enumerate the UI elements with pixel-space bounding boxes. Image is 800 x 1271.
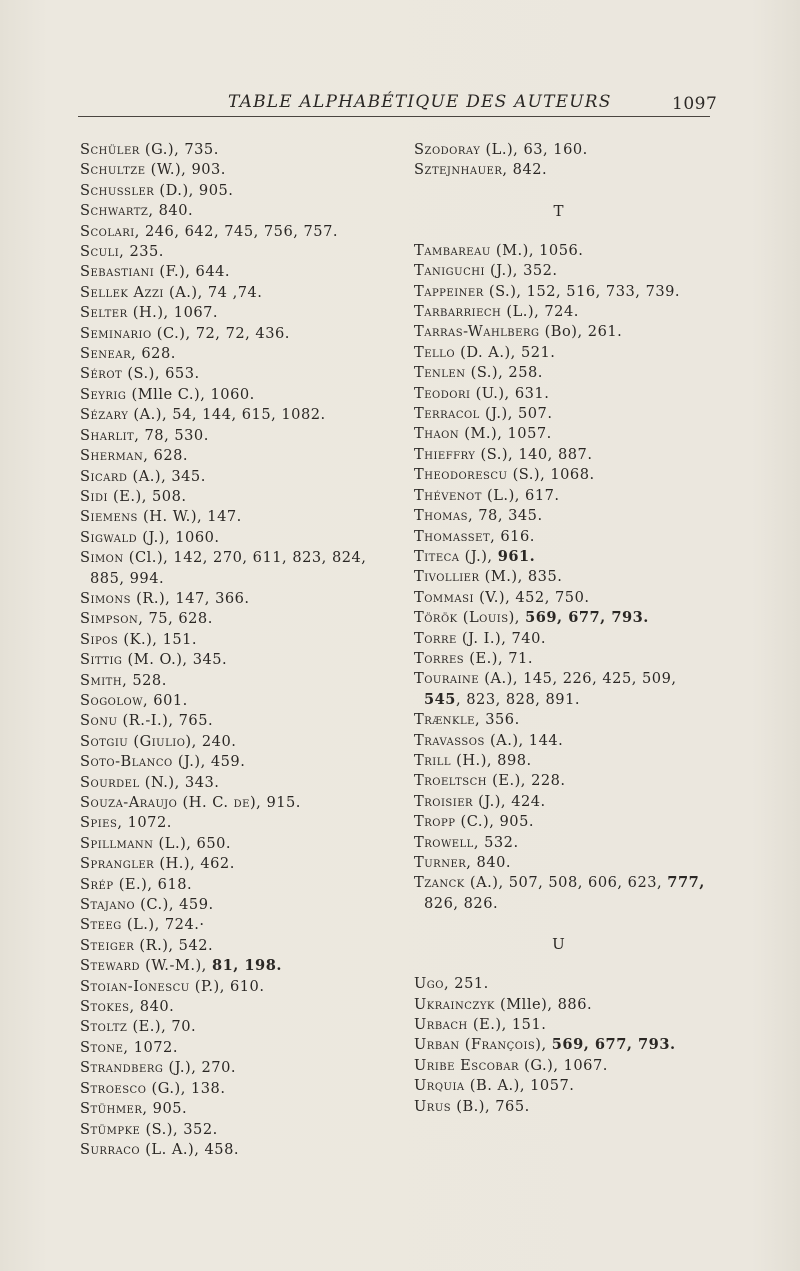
entry-pages: (J.), 507. — [479, 405, 553, 423]
entry-pages: (R.), 542. — [134, 936, 214, 954]
author-name: Souza-Araujo — [80, 794, 178, 811]
entry-pages-bold: 81, 198. — [211, 957, 282, 975]
entry-pages: (A.), 54, 144, 615, 1082. — [128, 406, 326, 424]
entry-pages: 826, 826. — [424, 894, 499, 912]
index-entry — [80, 773, 380, 793]
entry-pages: , 840. — [129, 998, 175, 1016]
entry-pages: , 616. — [490, 527, 535, 545]
index-entry — [80, 242, 380, 262]
author-name: Trænkle — [414, 711, 475, 729]
author-name: Sherman — [80, 447, 144, 465]
author-name: Thomasset — [414, 527, 491, 545]
index-entry — [80, 344, 380, 364]
entry-pages: (H.), 898. — [451, 751, 532, 769]
entry-pages: , 78, 530. — [134, 426, 209, 444]
author-name: Schultze — [80, 161, 146, 179]
entry-pages: (B. A.), 1057. — [464, 1077, 575, 1095]
author-name: Sipos — [80, 630, 119, 648]
index-entry — [80, 691, 380, 711]
author-name: Sprangler — [80, 855, 155, 873]
author-name: Sonu — [80, 712, 118, 730]
author-name: Thieffry — [414, 445, 476, 463]
index-entry — [414, 833, 724, 853]
author-name: Stroesco — [80, 1079, 147, 1097]
index-entry — [414, 588, 724, 608]
entry-pages-bold: 569, 677, 793. — [551, 1036, 676, 1054]
index-entry — [80, 671, 380, 691]
entry-pages: (E.), 618. — [113, 875, 193, 893]
author-name: Teodori — [414, 384, 471, 402]
author-name: Troisier — [414, 792, 474, 810]
entry-pages: (A.), 507, 508, 606, 623, — [464, 874, 668, 892]
author-name: Thévenot — [414, 486, 482, 504]
entry-pages: (Mlle), 886. — [494, 995, 593, 1013]
author-name: Sztejnhauer — [414, 161, 503, 179]
entry-pages: (J.), 270. — [163, 1059, 237, 1077]
index-entry — [80, 752, 380, 772]
index-entry — [80, 1120, 380, 1140]
author-name: Torre — [414, 629, 457, 647]
author-name: Sharlit — [80, 426, 135, 444]
entry-pages-bold: 777, — [667, 874, 705, 892]
entry-pages: (A.), 144. — [484, 731, 564, 749]
author-name: Stajano — [80, 896, 136, 914]
entry-pages: , 251. — [444, 975, 489, 993]
entry-pages: , 905. — [142, 1100, 188, 1118]
entry-pages: (R.), 147, 366. — [131, 589, 250, 607]
author-name: Smith — [80, 671, 123, 689]
entry-pages: (W.), 903. — [145, 161, 226, 179]
entry-pages: (U.), 631. — [470, 384, 550, 402]
entry-pages: , 356. — [474, 711, 520, 729]
index-entry — [80, 1079, 380, 1099]
index-entry — [414, 853, 724, 873]
author-name: Stümpke — [80, 1120, 141, 1138]
index-entry — [414, 608, 724, 628]
author-name: Stone — [80, 1038, 124, 1056]
author-name: Tarras-Wahlberg — [414, 323, 540, 341]
entry-pages: (E.), 151. — [467, 1016, 547, 1034]
author-name: Terracol — [414, 405, 480, 423]
index-entry — [80, 793, 380, 813]
entry-pages: (G.), 735. — [139, 141, 219, 158]
index-entry — [414, 1097, 724, 1117]
index-entry — [414, 731, 724, 751]
index-entry — [80, 324, 380, 344]
entry-pages: , 528. — [122, 671, 167, 689]
index-entry — [80, 140, 380, 160]
author-name: Trill — [414, 751, 451, 769]
index-entry — [80, 834, 380, 854]
index-entry — [414, 343, 724, 363]
author-name: Tenlen — [414, 364, 466, 382]
author-name: Tello — [414, 343, 456, 361]
author-name: Sittig — [80, 651, 123, 669]
index-entry — [414, 629, 724, 649]
index-entry — [80, 262, 380, 282]
entry-pages: (V.), 452, 750. — [473, 588, 590, 606]
index-entry — [414, 486, 724, 506]
entry-pages: , 840. — [466, 854, 512, 871]
author-given-name: François — [471, 1036, 536, 1054]
left-column — [80, 140, 380, 1160]
entry-pages: (C.), 459. — [135, 896, 214, 914]
index-entry — [414, 363, 724, 383]
index-entry — [80, 364, 380, 384]
index-entry — [414, 160, 724, 180]
index-entry — [414, 995, 724, 1015]
entry-pages: (C.), 905. — [455, 813, 535, 831]
entries-s-continued — [414, 140, 724, 181]
index-entry — [80, 569, 380, 589]
author-name: Turner — [414, 854, 467, 871]
entry-pages: ( — [128, 732, 140, 750]
index-entry — [80, 507, 380, 527]
index-entry — [80, 222, 380, 242]
author-name: Seyrig — [80, 385, 127, 403]
author-name: Thomas — [414, 507, 468, 525]
entry-pages: (D. A.), 521. — [455, 343, 556, 361]
author-name: Simon — [80, 549, 124, 567]
index-entry — [80, 1038, 380, 1058]
author-name: Tommasi — [414, 588, 474, 606]
entry-pages: (E.), 70. — [127, 1018, 197, 1036]
author-name: Senear — [80, 345, 132, 363]
index-entry — [414, 547, 724, 567]
author-name: Troeltsch — [414, 772, 487, 790]
author-name: Stühmer — [80, 1100, 143, 1118]
index-entry — [414, 302, 724, 322]
entry-pages: (B.), 765. — [451, 1097, 530, 1115]
entry-pages: (S.), 258. — [465, 364, 543, 382]
author-name: Török — [414, 609, 458, 627]
author-name: Schussler — [80, 181, 155, 199]
entries-u — [414, 974, 724, 1117]
author-name: Szodoray — [414, 141, 481, 158]
author-name: Schüler — [80, 141, 140, 158]
entry-pages: (C.), 72, 72, 436. — [151, 324, 290, 342]
author-name: Spies — [80, 814, 118, 832]
author-name: Simons — [80, 589, 131, 607]
index-entry — [414, 1076, 724, 1096]
index-entry — [414, 506, 724, 526]
index-entry — [80, 609, 380, 629]
entry-pages-bold: 961. — [497, 547, 536, 565]
index-entry — [80, 1017, 380, 1037]
author-name: Scolari — [80, 222, 135, 240]
entry-pages: (J.), 1060. — [137, 528, 220, 546]
entry-pages-bold: 545 — [424, 690, 456, 708]
entry-pages: (L. A.), 458. — [140, 1140, 240, 1158]
entry-pages: (A.), 145, 226, 425, 509, — [479, 670, 677, 688]
entry-pages: (J.), 424. — [473, 792, 546, 810]
entry-pages: (R.-I.), 765. — [117, 712, 214, 730]
index-entry — [414, 322, 724, 342]
entry-pages: (G.), 138. — [146, 1079, 226, 1097]
entry-pages: (S.), 352. — [140, 1120, 218, 1138]
author-name: Soto-Blanco — [80, 753, 173, 771]
index-entry — [414, 140, 724, 160]
author-name: Uribe Escobar — [414, 1056, 520, 1074]
entry-pages: (M. O.), 345. — [122, 651, 228, 669]
index-entry — [80, 467, 380, 487]
author-name: Ukrainczyk — [414, 995, 495, 1013]
entry-pages: (L.), 724.· — [121, 916, 205, 934]
index-entry — [414, 771, 724, 791]
author-name: Stoltz — [80, 1018, 128, 1036]
index-entry — [80, 201, 380, 221]
index-entry — [80, 895, 380, 915]
author-name: Taniguchi — [414, 262, 485, 280]
author-name: Simpson — [80, 610, 139, 628]
entry-pages: , 75, 628. — [138, 610, 213, 628]
entry-pages: (F.), 644. — [154, 263, 231, 281]
entry-pages: 885, 994. — [90, 569, 165, 587]
letter-heading-t: T — [553, 201, 565, 220]
index-entry — [414, 282, 724, 302]
author-name: Theodorescu — [414, 466, 508, 484]
entry-pages: , 78, 345. — [467, 507, 543, 525]
author-name: Touraine — [414, 670, 480, 688]
author-name: Stokes — [80, 998, 130, 1016]
index-entry — [414, 1015, 724, 1035]
author-given-name: Giulio — [139, 732, 186, 750]
index-entry — [80, 854, 380, 874]
index-entry — [80, 1140, 380, 1160]
entry-pages: (G.), 1067. — [519, 1056, 608, 1074]
running-head — [0, 92, 800, 122]
author-name: Sellek Azzi — [80, 283, 164, 301]
index-entry — [414, 384, 724, 404]
author-name: Schwartz — [80, 202, 149, 220]
index-entry — [414, 567, 724, 587]
entry-pages: (H. C. — [177, 794, 234, 811]
entry-pages: (S.), 653. — [122, 365, 200, 383]
author-name: Steiger — [80, 936, 135, 954]
entry-pages: (L.), 724. — [501, 303, 579, 321]
entry-pages-bold: 569, 677, 793. — [525, 609, 649, 627]
index-entry — [414, 527, 724, 547]
entry-pages: (H.), 1067. — [127, 304, 219, 322]
index-entry — [80, 650, 380, 670]
index-entry — [414, 690, 724, 710]
author-name: Siemens — [80, 508, 138, 526]
index-entry — [414, 1056, 724, 1076]
index-entry — [80, 589, 380, 609]
entry-pages: ), — [535, 1036, 552, 1054]
entry-pages: , 628. — [131, 345, 176, 363]
index-entry — [414, 465, 724, 485]
entry-pages: (A.), 74 ,74. — [163, 283, 263, 301]
index-entry — [80, 303, 380, 323]
index-entry — [80, 548, 380, 568]
index-entry — [414, 974, 724, 994]
index-entry — [80, 405, 380, 425]
index-entry — [414, 873, 724, 893]
index-entry — [80, 160, 380, 180]
author-name: Tzanck — [414, 874, 465, 892]
entry-pages: (Cl.), 142, 270, 611, 823, 824, — [123, 549, 367, 567]
index-entry — [414, 1035, 724, 1055]
author-name: Steward — [80, 957, 141, 975]
author-name: Tappeiner — [414, 282, 484, 300]
index-entry — [80, 711, 380, 731]
entry-pages: (J.), — [459, 547, 498, 565]
entry-pages: (J. I.), 740. — [456, 629, 546, 647]
entry-pages: (L.), 617. — [481, 486, 560, 504]
index-entry — [80, 977, 380, 997]
author-name: Sidi — [80, 487, 108, 505]
entry-pages: (P.), 610. — [189, 977, 265, 995]
entry-pages: (A.), 345. — [127, 467, 206, 485]
entry-pages: (M.), 1056. — [490, 241, 584, 259]
entry-pages: , 840. — [148, 202, 194, 220]
author-name: Urban — [414, 1036, 460, 1054]
author-name: Travassos — [414, 731, 485, 749]
author-name: Urquia — [414, 1077, 465, 1095]
entry-pages: (M.), 835. — [479, 568, 563, 586]
index-entry — [80, 181, 380, 201]
entry-pages: ), 915. — [249, 794, 301, 811]
index-entry — [414, 894, 724, 914]
index-entry — [80, 956, 380, 976]
author-name: Tambareau — [414, 241, 491, 259]
index-entry — [80, 997, 380, 1017]
entry-pages: , 823, 828, 891. — [455, 690, 581, 708]
entry-pages: , 532. — [473, 833, 519, 851]
running-title: TABLE ALPHABÉTIQUE DES AUTEURS — [228, 92, 612, 112]
index-entry — [414, 792, 724, 812]
index-entry — [80, 875, 380, 895]
entry-pages: , 1072. — [123, 1038, 178, 1056]
author-given-name: de — [233, 794, 250, 811]
index-entry — [80, 446, 380, 466]
entry-pages: (E.), 508. — [107, 487, 187, 505]
index-entry — [80, 487, 380, 507]
entry-pages: ), 240. — [185, 732, 237, 750]
author-name: Sigwald — [80, 528, 138, 546]
author-name: Sotgiu — [80, 732, 129, 750]
author-name: Sculi — [80, 243, 120, 261]
entry-pages: (Mlle C.), 1060. — [126, 385, 255, 403]
author-name: Sicard — [80, 467, 128, 485]
entry-pages: , 628. — [143, 447, 189, 465]
index-entry — [414, 424, 724, 444]
index-entry — [80, 426, 380, 446]
entry-pages: , 842. — [502, 161, 548, 179]
author-name: Sérot — [80, 365, 123, 383]
index-entry — [414, 751, 724, 771]
letter-heading-u: U — [552, 935, 566, 954]
author-name: Steeg — [80, 916, 122, 934]
header-rule — [78, 116, 710, 117]
entries-t — [414, 241, 724, 914]
index-entry — [80, 732, 380, 752]
entry-pages: (M.), 1057. — [459, 425, 552, 443]
index-entry — [80, 283, 380, 303]
author-name: Stoian-Ionescu — [80, 977, 190, 995]
entry-pages: , 601. — [143, 691, 188, 709]
right-column — [414, 140, 724, 1117]
entry-pages: (S.), 140, 887. — [475, 445, 593, 463]
author-name: Tivollier — [414, 568, 480, 586]
author-name: Sogolow — [80, 691, 143, 709]
author-name: Spillmann — [80, 834, 154, 852]
author-name: Torres — [414, 649, 465, 667]
author-name: Urbach — [414, 1016, 468, 1034]
index-entry — [414, 261, 724, 281]
index-entry — [80, 528, 380, 548]
entry-pages: (E.), 71. — [464, 649, 533, 667]
entry-pages: (D.), 905. — [154, 181, 234, 199]
entry-pages: (H. W.), 147. — [137, 508, 242, 526]
index-entry — [414, 669, 724, 689]
author-name: Titeca — [414, 547, 460, 565]
entry-pages: (E.), 228. — [486, 772, 566, 790]
author-name: Sourdel — [80, 773, 140, 791]
index-entry — [80, 915, 380, 935]
entry-pages: , 246, 642, 745, 756, 757. — [134, 222, 339, 240]
entry-pages: (S.), 1068. — [507, 466, 595, 484]
author-name: Urus — [414, 1097, 452, 1115]
entry-pages: , 1072. — [117, 814, 172, 832]
author-name: Seminario — [80, 324, 152, 342]
entry-pages: (L.), 63, 160. — [480, 141, 588, 158]
author-name: Tropp — [414, 813, 456, 831]
index-entry — [80, 385, 380, 405]
entry-pages: (W.-M.), — [140, 957, 212, 975]
author-name: Sézary — [80, 406, 129, 424]
author-name: Strandberg — [80, 1059, 164, 1077]
index-entry — [414, 241, 724, 261]
entry-pages: (K.), 151. — [118, 630, 198, 648]
entry-pages: (S.), 152, 516, 733, 739. — [483, 282, 681, 300]
entry-pages: (L.), 650. — [153, 834, 232, 852]
index-entry — [414, 812, 724, 832]
index-entry — [414, 445, 724, 465]
index-entry — [80, 1058, 380, 1078]
author-name: Srép — [80, 875, 114, 893]
author-name: Thaon — [414, 425, 460, 443]
author-name: Selter — [80, 304, 128, 322]
author-name: Tarbarriech — [414, 303, 502, 321]
page-number: 1097 — [672, 94, 718, 114]
index-entry — [414, 404, 724, 424]
author-given-name: Louis — [468, 609, 509, 627]
author-name: Trowell — [414, 833, 474, 851]
entry-pages: (H.), 462. — [154, 855, 235, 873]
entry-pages: (J.), 352. — [484, 262, 558, 280]
author-name: Sebastiani — [80, 263, 155, 281]
entry-pages: , 235. — [119, 243, 164, 261]
entry-pages: (J.), 459. — [172, 753, 246, 771]
author-name: Surraco — [80, 1140, 141, 1158]
index-entry — [80, 1099, 380, 1119]
entry-pages: (N.), 343. — [139, 773, 220, 791]
index-entry — [80, 630, 380, 650]
index-entry — [80, 813, 380, 833]
index-entry — [80, 936, 380, 956]
index-entry — [414, 649, 724, 669]
entry-pages: ), — [508, 609, 526, 627]
index-entry — [414, 710, 724, 730]
entry-pages: ( — [457, 609, 469, 627]
entry-pages: (Bo), 261. — [539, 323, 623, 341]
author-name: Ugo — [414, 975, 444, 993]
entry-pages: ( — [459, 1036, 471, 1054]
